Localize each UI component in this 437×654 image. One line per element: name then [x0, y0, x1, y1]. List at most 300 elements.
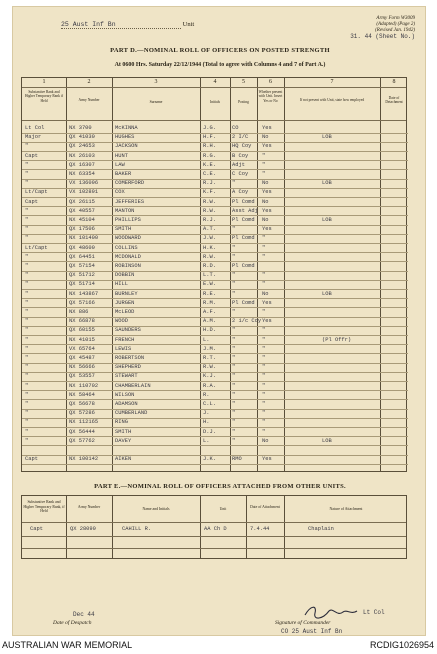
- initials-cell: K.E.: [203, 161, 216, 168]
- col-header: Date of Detachment: [385, 96, 403, 105]
- rank-cell: ": [25, 410, 29, 417]
- form-ref-line: Army Form W3009: [376, 16, 415, 21]
- army-number-cell: QX 17506: [69, 226, 95, 233]
- surname-cell: BURNLEY: [115, 290, 138, 297]
- col-header: Army Number: [77, 505, 101, 509]
- rank-cell: ": [25, 253, 29, 260]
- col-header: Unit: [219, 507, 227, 511]
- signature-label: Signature of Commander: [275, 620, 331, 626]
- posting-cell: 2 I/C: [232, 134, 249, 141]
- initials-cell: A.M.: [203, 318, 216, 325]
- posting-cell: Pl Comd: [232, 235, 255, 242]
- present-cell: ": [262, 281, 266, 288]
- table-row: [22, 326, 408, 334]
- table-row: [22, 253, 408, 261]
- col-number: 8: [392, 79, 396, 85]
- initials-cell: R.W.: [203, 198, 216, 205]
- rank-cell: ": [25, 382, 29, 389]
- signature-rank: Lt Col: [363, 609, 385, 616]
- table-row: [22, 345, 408, 353]
- initials-cell: C.L.: [203, 401, 216, 407]
- army-number-cell: NX 58464: [69, 391, 95, 398]
- part-d-subtitle: At 0600 Hrs. Saturday 22/12/1944 (Total to agree with Columns 4 and 7 of Part A.): [114, 62, 326, 68]
- army-number-cell: NX 112165: [69, 419, 99, 426]
- initials-cell: R.E.: [203, 290, 216, 297]
- table-row: [22, 525, 408, 533]
- initials-cell: D.J.: [203, 428, 216, 435]
- posting-cell: ": [232, 401, 236, 407]
- posting-cell: ": [232, 327, 236, 334]
- army-number-cell: VX 65764: [69, 345, 95, 352]
- employment-cell: LOB: [322, 180, 332, 187]
- employment-cell: LOB: [322, 437, 332, 444]
- army-number-cell: QX 64451: [69, 253, 95, 260]
- table-row: [22, 179, 408, 187]
- army-number-cell: QX 57166: [69, 299, 95, 306]
- army-number-cell: NX 100142: [69, 456, 99, 463]
- rank-cell: Lt/Capt: [25, 244, 48, 251]
- posting-cell: ": [232, 373, 236, 380]
- rank-cell: ": [25, 272, 29, 279]
- present-cell: Yes: [262, 318, 272, 325]
- initials-cell: R.D.: [203, 263, 216, 269]
- surname-cell: CHAMBERLAIN: [115, 382, 151, 389]
- posting-cell: Adjt: [232, 161, 245, 168]
- present-cell: ": [262, 327, 266, 334]
- row-divider: [22, 548, 406, 549]
- header-divider: [22, 87, 406, 88]
- table-row: [22, 142, 408, 150]
- present-cell: ": [262, 382, 266, 389]
- table-row: [22, 170, 408, 178]
- present-cell: No: [262, 134, 269, 141]
- rank-cell: Lt/Capt: [25, 189, 48, 196]
- surname-cell: LAW: [115, 161, 125, 168]
- posting-cell: HQ Coy: [232, 143, 252, 150]
- present-cell: ": [262, 391, 266, 398]
- table-row: [22, 262, 408, 270]
- surname-cell: WOOD: [115, 318, 128, 325]
- army-number-cell: NX 3700: [69, 125, 92, 131]
- table-row: [22, 244, 408, 252]
- surname-cell: JEFFERIES: [115, 198, 145, 205]
- surname-cell: JURGEN: [115, 299, 135, 306]
- posting-cell: Pl Comd: [232, 299, 255, 306]
- present-cell: Yes: [262, 456, 272, 463]
- col-header: If not present with Unit, state how employed: [299, 98, 365, 102]
- posting-cell: ": [232, 428, 236, 435]
- rank-cell: ": [25, 207, 29, 214]
- table-row: [22, 382, 408, 390]
- present-cell: Yes: [262, 143, 272, 150]
- rank-cell: ": [25, 419, 29, 426]
- surname-cell: BAKER: [115, 171, 132, 177]
- table-row: [22, 198, 408, 206]
- table-row: [22, 336, 408, 344]
- initials-cell: R.M.: [203, 299, 216, 306]
- initials-cell: R.W.: [203, 253, 216, 260]
- col-header: Whether present with Unit. Insert Yes or No: [258, 90, 283, 103]
- rank-cell: Capt: [25, 152, 38, 159]
- surname-cell: ROBINSON: [115, 263, 141, 269]
- surname-cell: SMITH: [115, 226, 132, 233]
- posting-cell: 2 i/c Coy: [232, 318, 262, 325]
- attach-nature-cell: Chaplain: [308, 526, 334, 532]
- posting-cell: CO: [232, 125, 239, 131]
- army-number-cell: NX 45104: [69, 217, 95, 223]
- present-cell: Yes: [262, 226, 272, 233]
- posting-cell: ": [232, 364, 236, 371]
- initials-cell: H.F.: [203, 134, 216, 141]
- col-number: 7: [330, 79, 334, 85]
- surname-cell: MCDONALD: [115, 253, 141, 260]
- posting-cell: B Coy: [232, 152, 249, 159]
- initials-cell: R.W.: [203, 364, 216, 371]
- surname-cell: McKINNA: [115, 125, 138, 131]
- rank-cell: ": [25, 364, 29, 371]
- unit-value: 25 Aust Inf Bn: [61, 21, 181, 29]
- initials-cell: K.J.: [203, 373, 216, 380]
- initials-cell: L.: [203, 437, 210, 444]
- posting-cell: Pl Comd: [232, 263, 255, 269]
- initials-cell: R.W.: [203, 207, 216, 214]
- table-row: [22, 271, 408, 279]
- posting-cell: ": [232, 410, 236, 417]
- col-number: 3: [154, 79, 158, 85]
- army-number-cell: QX 48600: [69, 244, 95, 251]
- posting-cell: ": [232, 345, 236, 352]
- name-cell: CAHILL R.: [122, 526, 152, 532]
- army-number-cell: NX 66878: [69, 318, 95, 325]
- unit-label: Unit: [182, 21, 195, 28]
- table-row: [22, 372, 408, 380]
- surname-cell: ADAMSON: [115, 401, 138, 407]
- surname-cell: ROBERTSON: [115, 355, 145, 361]
- col-header: Nature of Attachment: [329, 507, 363, 511]
- rank-cell: ": [25, 299, 29, 306]
- present-cell: Yes: [262, 189, 272, 196]
- surname-cell: PHILLIPS: [115, 217, 141, 223]
- posting-cell: ": [232, 309, 236, 315]
- table-row: [22, 280, 408, 288]
- rank-cell: ": [25, 263, 29, 269]
- employment-cell: LOB: [322, 134, 332, 141]
- rank-cell: ": [25, 281, 29, 288]
- army-number-cell: QX 51714: [69, 281, 95, 288]
- col-header: Initials: [210, 100, 220, 104]
- rank-cell: Major: [25, 134, 42, 141]
- army-number-cell: QX 24653: [69, 143, 95, 150]
- form-ref-line: (Adapted) (Page 2): [376, 22, 415, 27]
- army-number-cell: QX 26115: [69, 198, 95, 205]
- surname-cell: WILSON: [115, 391, 135, 398]
- rank-cell: ": [25, 217, 29, 223]
- table-row: [22, 234, 408, 242]
- initials-cell: J.W.: [203, 235, 216, 242]
- present-cell: ": [262, 364, 266, 371]
- posting-cell: Pl Comd: [232, 198, 255, 205]
- surname-cell: SHEPHERD: [115, 364, 141, 371]
- present-cell: ": [262, 235, 266, 242]
- army-number-cell: QX 16307: [69, 161, 95, 168]
- posting-cell: ": [232, 382, 236, 389]
- caption-right: RCDIG1026954: [369, 640, 434, 650]
- rank-cell: ": [25, 373, 29, 380]
- table-row: [22, 418, 408, 426]
- rank-cell: ": [25, 355, 29, 361]
- table-row: [22, 354, 408, 362]
- posting-cell: ": [232, 244, 236, 251]
- rank-cell: ": [25, 171, 29, 177]
- table-row: [22, 308, 408, 316]
- posting-cell: Asst Adj: [232, 207, 258, 214]
- col-header: Posting: [238, 100, 249, 104]
- surname-cell: MANTON: [115, 207, 135, 214]
- present-cell: No: [262, 180, 269, 187]
- surname-cell: CUMBERLAND: [115, 410, 148, 417]
- present-cell: Yes: [262, 125, 272, 131]
- unit-cell: AA Ch D: [204, 526, 227, 532]
- rank-cell: ": [25, 336, 29, 343]
- table-row: [22, 317, 408, 325]
- attach-date-cell: 7.4.44: [250, 526, 270, 532]
- present-cell: Yes: [262, 207, 272, 214]
- posting-cell: A Coy: [232, 189, 249, 196]
- form-sheet: [12, 6, 426, 636]
- army-number-cell: QX 57762: [69, 437, 95, 444]
- army-number-cell: NX 56666: [69, 364, 95, 371]
- surname-cell: McLEOD: [115, 309, 135, 315]
- initials-cell: E.W.: [203, 281, 216, 288]
- initials-cell: C.E.: [203, 171, 216, 177]
- initials-cell: L.T.: [203, 272, 216, 279]
- despatch-label: Date of Despatch: [53, 620, 92, 626]
- army-number-cell: NX 886: [69, 309, 89, 315]
- initials-cell: H.D.: [203, 327, 216, 334]
- posting-cell: C Coy: [232, 171, 249, 177]
- posting-cell: ": [232, 391, 236, 398]
- present-cell: No: [262, 290, 269, 297]
- present-cell: ": [262, 419, 266, 426]
- table-row: [22, 299, 408, 307]
- army-number-cell: NX 26103: [69, 152, 95, 159]
- army-number-cell: QX 45487: [69, 355, 95, 361]
- table-row: [22, 161, 408, 169]
- initials-cell: R.G.: [203, 152, 216, 159]
- table-row: [22, 455, 408, 463]
- surname-cell: SAUNDERS: [115, 327, 141, 334]
- army-number-cell: QX 41030: [69, 134, 95, 141]
- table-row: [22, 363, 408, 371]
- employment-cell: (Pl Offr): [322, 336, 352, 343]
- signature-unit: CO 25 Aust Inf Bn: [281, 628, 343, 635]
- rank-cell: ": [25, 180, 29, 187]
- table-row: [22, 391, 408, 399]
- col-number: 4: [213, 79, 217, 85]
- initials-cell: J.: [203, 410, 210, 417]
- army-number-cell: QX 57286: [69, 410, 95, 417]
- posting-cell: ": [232, 272, 236, 279]
- unit-line: [61, 21, 194, 29]
- table-row: [22, 409, 408, 417]
- employment-cell: LOB: [322, 290, 332, 297]
- rank-cell: Capt: [25, 198, 38, 205]
- part-e-table: [21, 495, 407, 559]
- col-header: Substantive Rank and Higher Temporary Rank if Held: [24, 90, 64, 103]
- col-header: Name and Initials: [142, 507, 170, 511]
- table-row: [22, 290, 408, 298]
- surname-cell: AIKEN: [115, 456, 132, 463]
- employment-cell: LOB: [322, 217, 332, 223]
- table-row: [22, 188, 408, 196]
- rank-cell: Capt: [25, 456, 38, 463]
- initials-cell: A.F.: [203, 309, 216, 315]
- present-cell: No: [262, 217, 269, 223]
- army-number-cell: VX 136096: [69, 180, 99, 187]
- col-header: Army Number: [78, 98, 100, 102]
- col-header: Substantive Rank and Higher Temporary Rank, if Held: [23, 500, 65, 514]
- row-divider: [22, 536, 406, 537]
- initials-cell: R.J.: [203, 217, 216, 223]
- posting-cell: Pl Comd: [232, 217, 255, 223]
- col-number: 6: [269, 79, 272, 85]
- initials-cell: H.K.: [203, 244, 216, 251]
- surname-cell: SMITH: [115, 428, 132, 435]
- present-cell: No: [262, 198, 269, 205]
- rank-cell: ": [25, 290, 29, 297]
- surname-cell: FRENCH: [115, 336, 135, 343]
- posting-cell: ": [232, 437, 236, 444]
- present-cell: ": [262, 161, 266, 168]
- present-cell: ": [262, 345, 266, 352]
- surname-cell: JACKSON: [115, 143, 138, 150]
- posting-cell: ": [232, 281, 236, 288]
- surname-cell: DOBBIN: [115, 272, 135, 279]
- header-divider: [22, 522, 406, 523]
- rank-cell: Capt: [30, 526, 43, 532]
- col-number: 1: [42, 79, 46, 85]
- army-number-cell: QX 40557: [69, 207, 95, 214]
- table-row: [22, 152, 408, 160]
- rank-cell: ": [25, 309, 29, 315]
- sheet-number: 31. 44 (Sheet No.): [350, 33, 415, 40]
- rank-cell: ": [25, 428, 29, 435]
- present-cell: ": [262, 253, 266, 260]
- rank-cell: ": [25, 318, 29, 325]
- present-cell: ": [262, 152, 266, 159]
- part-d-title: PART D.—NOMINAL ROLL OF OFFICERS ON POSTED STRENGTH: [110, 47, 330, 54]
- posting-cell: ": [232, 253, 236, 260]
- table-row: [22, 400, 408, 408]
- initials-cell: K.F.: [203, 189, 216, 196]
- rank-cell: Lt Col: [25, 125, 45, 131]
- army-number-cell: VX 102891: [69, 189, 99, 196]
- present-cell: ": [262, 171, 266, 177]
- army-number-cell: QX 57154: [69, 263, 95, 269]
- present-cell: ": [262, 373, 266, 380]
- initials-cell: A.T.: [203, 226, 216, 233]
- posting-cell: ": [232, 336, 236, 343]
- present-cell: No: [262, 437, 269, 444]
- rank-cell: ": [25, 401, 29, 407]
- initials-cell: J.G.: [203, 125, 216, 131]
- present-cell: ": [262, 355, 266, 361]
- posting-cell: ": [232, 226, 236, 233]
- part-d-table: [21, 77, 407, 472]
- army-number-cell: QX 28090: [70, 526, 96, 532]
- army-number-cell: QX 56678: [69, 401, 95, 407]
- col-number: 5: [242, 79, 245, 85]
- surname-cell: HUGHES: [115, 134, 135, 141]
- initials-cell: R.T.: [203, 355, 216, 361]
- surname-cell: HILL: [115, 281, 128, 288]
- table-row: [22, 124, 408, 132]
- army-number-cell: NX 143867: [69, 290, 99, 297]
- rank-cell: ": [25, 391, 29, 398]
- posting-cell: ": [232, 180, 236, 187]
- table-row: [22, 216, 408, 224]
- surname-cell: COLLINS: [115, 244, 138, 251]
- surname-cell: DAVEY: [115, 437, 132, 444]
- caption-left: AUSTRALIAN WAR MEMORIAL: [2, 640, 133, 650]
- table-row: [22, 446, 408, 454]
- col-header: Date of Attachment: [250, 505, 280, 509]
- surname-cell: HUNT: [115, 152, 128, 159]
- rank-cell: ": [25, 161, 29, 168]
- surname-cell: STEWART: [115, 373, 138, 380]
- initials-cell: L.: [203, 336, 210, 343]
- present-cell: ": [262, 272, 266, 279]
- rank-cell: ": [25, 345, 29, 352]
- initials-cell: J.K.: [203, 456, 216, 463]
- army-number-cell: NX 101400: [69, 235, 99, 242]
- row-divider: [22, 464, 408, 465]
- table-row: [22, 133, 408, 141]
- army-number-cell: NX 41015: [69, 336, 95, 343]
- surname-cell: COMERFORD: [115, 180, 145, 187]
- posting-cell: RMO: [232, 456, 242, 463]
- initials-cell: H.: [203, 419, 210, 426]
- present-cell: Yes: [262, 299, 272, 306]
- present-cell: ": [262, 309, 266, 315]
- posting-cell: ": [232, 355, 236, 361]
- posting-cell: ": [232, 290, 236, 297]
- present-cell: ": [262, 336, 266, 343]
- army-number-cell: QX 56444: [69, 428, 95, 435]
- header-divider: [22, 120, 406, 121]
- army-number-cell: QX 51712: [69, 272, 95, 279]
- rank-cell: ": [25, 235, 29, 242]
- army-number-cell: QX 60155: [69, 327, 95, 334]
- rank-cell: ": [25, 143, 29, 150]
- surname-cell: WOODWARD: [115, 235, 141, 242]
- despatch-date: Dec 44: [73, 611, 95, 618]
- army-number-cell: NX 63354: [69, 171, 95, 177]
- rank-cell: ": [25, 437, 29, 444]
- present-cell: ": [262, 244, 266, 251]
- posting-cell: ": [232, 419, 236, 426]
- army-number-cell: QX 53557: [69, 373, 95, 380]
- initials-cell: R.H.: [203, 143, 216, 150]
- form-reference: [375, 16, 415, 34]
- initials-cell: R.: [203, 391, 210, 398]
- col-number: 2: [87, 79, 91, 85]
- present-cell: ": [262, 401, 266, 407]
- archive-caption: [0, 636, 437, 654]
- present-cell: ": [262, 410, 266, 417]
- form-ref-line: (Revised Jan. 1942): [375, 28, 415, 33]
- initials-cell: J.M.: [203, 345, 216, 352]
